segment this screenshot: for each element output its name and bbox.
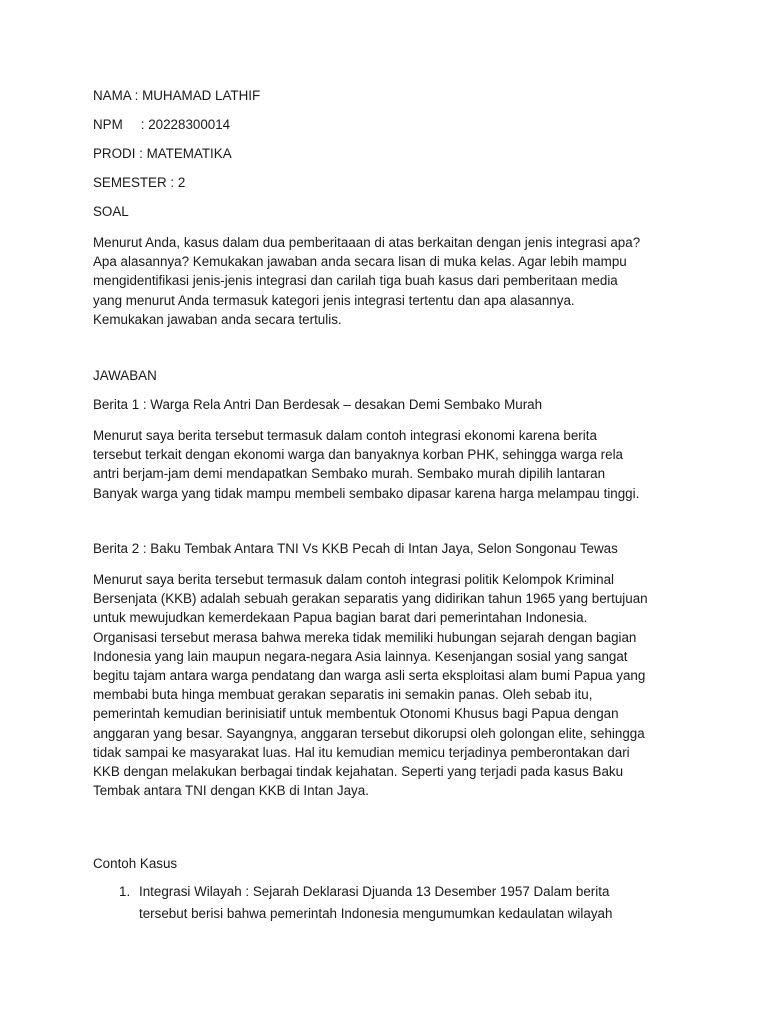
paragraph-line: Tembak antara TNI dengan KKB di Intan Jaya. — [93, 783, 369, 799]
berita1-title: Berita 1 : Warga Rela Antri Dan Berdesak – desakan Demi Sembako Murah — [93, 397, 543, 412]
paragraph-line: Menurut saya berita tersebut termasuk dalam contoh integrasi politik Kelompok Kriminal — [93, 572, 614, 587]
contoh-kasus-heading: Contoh Kasus — [93, 856, 178, 871]
paragraph-line: membabi buta hinga membuat gerakan separatis ini semakin panas. Oleh sebab itu, — [93, 687, 593, 703]
paragraph-line: begitu tajam antara warga pendatang dan warga asli serta eksploitasi alam bumi Papua yang — [93, 668, 646, 684]
soal-heading: SOAL — [93, 204, 129, 219]
paragraph-line: Organisasi tersebut merasa bahwa mereka tidak memiliki hubungan sejarah dengan bagian — [93, 629, 637, 645]
npm-value: : 20228300014 — [140, 117, 231, 132]
berita2-title: Berita 2 : Baku Tembak Antara TNI Vs KKB Pecah di Intan Jaya, Selon Songonau Tewas — [93, 541, 618, 556]
paragraph-line: mengidentifikasi jenis-jenis integrasi dan carilah tiga buah kasus dari pemberitaan media — [93, 273, 618, 289]
paragraph-line: Menurut saya berita tersebut termasuk dalam contoh integrasi ekonomi karena berita — [93, 428, 597, 443]
paragraph-line: tersebut terkait dengan ekonomi warga dan banyaknya korban PHK, sehingga warga rela — [93, 447, 624, 463]
berita2-paragraph — [93, 570, 683, 800]
paragraph-line: KKB dengan melakukan berbagai tindak kejahatan. Seperti yang terjadi pada kasus Baku — [93, 764, 624, 780]
paragraph-line: Indonesia yang lain maupun negara-negara Asia lainnya. Kesenjangan sosial yang sangat — [93, 648, 628, 664]
paragraph-line: yang menurut Anda termasuk kategori jenis integrasi tertentu dan apa alasannya. — [93, 292, 575, 308]
paragraph-line: Bersenjata (KKB) adalah sebuah gerakan separatis yang didirikan tahun 1965 yang bertujuan — [93, 591, 648, 607]
paragraph-line: tidak sampai ke masyarakat luas. Hal itu kemudian memicu terjadinya pemberontakan dari — [93, 744, 630, 760]
npm-line — [93, 117, 230, 132]
paragraph-line: antri berjam-jam demi mendapatkan Sembako murah. Sembako murah dipilih lantaran — [93, 466, 606, 482]
list-item-line: tersebut berisi bahwa pemerintah Indonesia mengumumkan kedaulatan wilayah — [139, 906, 613, 921]
soal-paragraph — [93, 233, 683, 329]
prodi-line: PRODI : MATEMATIKA — [93, 146, 232, 161]
npm-label: NPM — [93, 117, 123, 132]
berita1-paragraph — [93, 426, 683, 503]
paragraph-line: Kemukakan jawaban anda secara tertulis. — [93, 311, 342, 327]
paragraph-line: anggaran yang besar. Sayangnya, anggaran tersebut dikorupsi oleh golongan elite, sehingga — [93, 725, 645, 741]
nama-line: NAMA : MUHAMAD LATHIF — [93, 88, 261, 103]
paragraph-line: Menurut Anda, kasus dalam dua pemberitaaan di atas berkaitan dengan jenis integrasi apa? — [93, 235, 641, 250]
list-item-line: Integrasi Wilayah : Sejarah Deklarasi Djuanda 13 Desember 1957 Dalam berita — [139, 884, 610, 899]
semester-line: SEMESTER : 2 — [93, 175, 186, 190]
list-number: 1. — [119, 884, 131, 899]
jawaban-heading: JAWABAN — [93, 368, 157, 383]
paragraph-line: Banyak warga yang tidak mampu membeli sembako dipasar karena harga melampau tinggi. — [93, 485, 640, 501]
list-item — [139, 881, 679, 925]
paragraph-line: pemerintah kemudian berinisiatif untuk membentuk Otonomi Khusus bagi Papua dengan — [93, 706, 619, 722]
paragraph-line: Apa alasannya? Kemukakan jawaban anda secara lisan di muka kelas. Agar lebih mampu — [93, 254, 627, 270]
paragraph-line: untuk mewujudkan kemerdekaan Papua bagian barat dari pemerintahan Indonesia. — [93, 610, 588, 626]
